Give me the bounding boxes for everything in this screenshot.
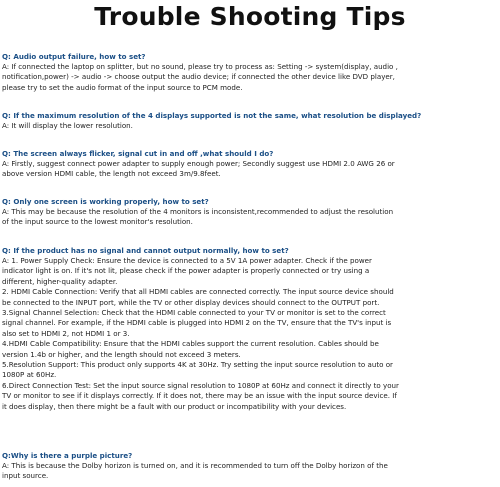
answer: A: Firstly, suggest connect power adapter to supply enough power; Secondly suggest use HDMI 2.0 AWG 26 or above version HDMI cable, the length not exceed 3m/9.8feet.: [2, 159, 395, 179]
qa-item-audio-output: [2, 52, 498, 93]
qa-item-max-resolution: [2, 111, 498, 131]
question: Q: Only one screen is working properly, how to set?: [2, 197, 209, 206]
answer: A: 1. Power Supply Check: Ensure the device is connected to a 5V 1A power adapter. Check if the power indicator light is on. If it's not lit, please check if the power adapter is properly connected or try using a different, higher-quality adapter. 2. HDMI Cable Connection: Verify that all HDMI cables are connected correctly. The input source device should be connected to the INPUT port, while the TV or other display devices should connect to the OUTPUT port. 3.Signal Channel Selection: Check that the HDMI cable connected to your TV or monitor is set to the correct signal channel. For example, if the HDMI cable is plugged into HDMI 2 on the TV, ensure that the TV's input is also set to HDMI 2, not HDMI 1 or 3. 4.HDMI Cable Compatibility: Ensure that the HDMI cables support the current resolution. Cables should be version 1.4b or higher, and the length should not exceed 3 meters. 5.Resolution Support: This product only supports 4K at 30Hz. Try setting the input source resolution to auto or 1080P at 60Hz. 6.Direct Connection Test: Set the input source signal resolution to 1080P at 60Hz and connect it directly to your TV or monitor to see if it displays correctly. If it does not, there may be an issue with the input source device. If it does display, then there might be a fault with our product or incompatibility with your devices.: [2, 256, 399, 411]
question: Q: The screen always flicker, signal cut in and off ,what should I do?: [2, 149, 274, 158]
answer: A: This is because the Dolby horizon is turned on, and it is recommended to turn off the Dolby horizon of the input source.: [2, 461, 388, 481]
qa-item-no-signal: [2, 246, 498, 412]
question: Q:Why is there a purple picture?: [2, 451, 133, 460]
question: Q: If the maximum resolution of the 4 displays supported is not the same, what resolution be displayed?: [2, 111, 422, 120]
question: Q: If the product has no signal and cannot output normally, how to set?: [2, 246, 289, 255]
answer: A: If connected the laptop on splitter, but no sound, please try to process as: Setting -> system(display, audio , notification,power) -> audio -> choose output the audio device; if connected the other device like DVD player, please try to set the audio format of the input source to PCM mode.: [2, 62, 398, 92]
qa-item-screen-flicker: [2, 149, 498, 180]
qa-item-one-screen-working: [2, 197, 498, 228]
answer: A: This may be because the resolution of the 4 monitors is inconsistent,recommended to adjust the resolution of the input source to the lowest monitor's resolution.: [2, 207, 394, 227]
answer: A: It will display the lower resolution.: [2, 121, 133, 130]
page-title: Trouble Shooting Tips: [94, 2, 406, 31]
question: Q: Audio output failure, how to set?: [2, 52, 146, 61]
qa-item-purple-picture: [2, 451, 498, 482]
